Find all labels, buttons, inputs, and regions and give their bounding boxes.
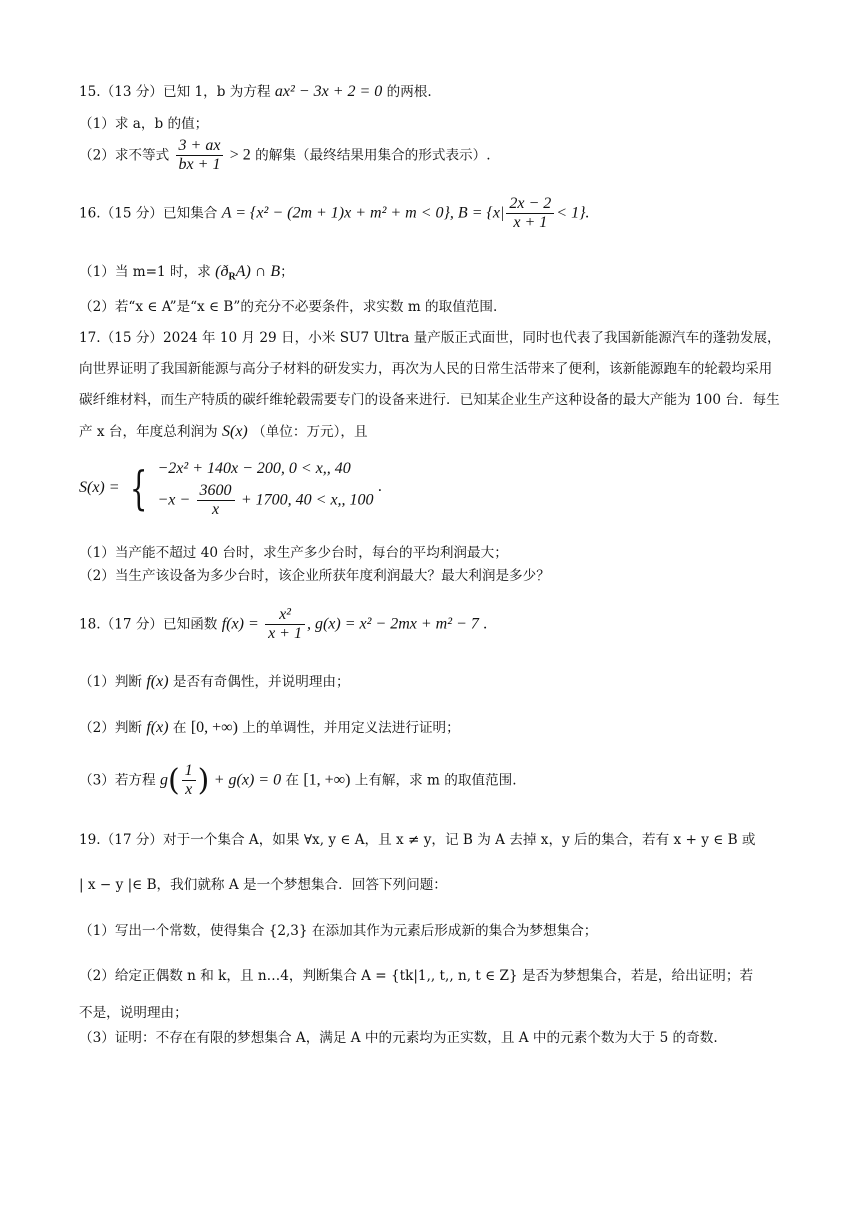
q17-case-2-suffix: + 1700, 40 < x,, 100 bbox=[240, 490, 374, 508]
q16-fraction-numerator: 2x − 2 bbox=[506, 195, 554, 214]
q16-set-b-suffix: < 1}. bbox=[556, 204, 590, 222]
q17-case-2-numerator: 3600 bbox=[197, 482, 235, 501]
q18-part3-denominator: x bbox=[185, 781, 193, 799]
q18-part3-equation: + g(x) = 0 bbox=[213, 771, 282, 789]
q15-part1: （1）求 a，b 的值； bbox=[79, 116, 209, 132]
q18-part1-fx: f(x) bbox=[146, 673, 169, 690]
q15-tail-text: 的两根. bbox=[386, 84, 432, 100]
q19-line-1: 19.（17 分）对于一个集合 A，如果 ∀x, y ∈ A，且 x ≠ y，记 B 为 A 去掉 x，y 后的集合，若有 x + y ∈ B 或 bbox=[79, 832, 756, 848]
q18-part3-suffix: 上有解，求 m 的取值范围. bbox=[354, 772, 517, 789]
q17-piecewise-end: . bbox=[377, 478, 382, 496]
q17-case-1: −2x² + 140x − 200, 0 < x,, 40 bbox=[157, 460, 351, 477]
q18-part3-mid: 在 bbox=[285, 772, 299, 789]
q18-f-lhs: f(x) = bbox=[221, 615, 259, 633]
q18-part2-interval: [0, +∞) bbox=[190, 719, 238, 736]
q16-part1-prefix: （1）当 m=1 时，求 bbox=[79, 264, 211, 280]
q18-part1-prefix: （1）判断 bbox=[79, 674, 143, 690]
q15-part2 bbox=[79, 137, 491, 175]
q18-part1 bbox=[79, 672, 350, 691]
q18-part3-right-paren: ) bbox=[197, 762, 210, 798]
q16-complement-expr: A) ∩ B bbox=[235, 263, 281, 280]
q16-part1 bbox=[79, 262, 294, 284]
q19-line-2: | x − y |∈ B，我们就称 A 是一个梦想集合．回答下列问题： bbox=[79, 877, 447, 893]
q16-fraction bbox=[506, 195, 554, 233]
q17-body-text: 17.（15 分）2024 年 10 月 29 日，小米 SU7 Ultra 量产版正式面世，同时也代表了我国新能源汽车的蓬勃发展，向世界证明了我国新能源与高分子材料的研发实力，再次为人民的日常生活带来了便利，该新能源跑车的轮毂均采用碳纤维材料，而生产特质的碳纤维轮毂需要专门的设备来进行．已知某企业生产这种设备的最大产能为 100 台．每生产 x 台，年度总利润为 bbox=[79, 330, 781, 440]
q16-fraction-denominator: x + 1 bbox=[513, 214, 548, 232]
q18-part2-fx: f(x) bbox=[146, 719, 169, 736]
q15-fraction bbox=[176, 137, 224, 175]
q17-unit-text: （单位：万元），且 bbox=[252, 424, 368, 440]
q17-left-brace: { bbox=[129, 460, 148, 515]
q17-part2: （2）当生产该设备为多少台时，该企业所获年度利润最大？最大利润是多少？ bbox=[79, 568, 550, 584]
q16-part2: （2）若“x ∈ A”是“x ∈ B”的充分不必要条件，求实数 m 的取值范围. bbox=[79, 299, 498, 315]
q17-piecewise-lhs: S(x) = bbox=[79, 479, 120, 497]
q15-equation: ax² − 3x + 2 = 0 bbox=[274, 83, 383, 100]
q18-f-denominator: x + 1 bbox=[268, 625, 302, 643]
q18-part3-g: g bbox=[159, 771, 168, 789]
q16-complement-subscript: R bbox=[228, 271, 236, 283]
q18-part1-suffix: 是否有奇偶性，并说明理由； bbox=[172, 674, 350, 690]
q15-fraction-denominator: bx + 1 bbox=[178, 156, 221, 174]
q17-case-2-fraction bbox=[197, 482, 235, 520]
q16-set-a: A = {x² − (2m + 1)x + m² + m < 0} bbox=[221, 204, 450, 222]
q18-part3-numerator: 1 bbox=[182, 762, 196, 781]
q19-part2-line-1: （2）给定正偶数 n 和 k，且 n…4，判断集合 A = {tk|1,, t,, n, t ∈ Z} 是否为梦想集合，若是，给出证明；若 bbox=[79, 968, 754, 984]
q15-heading bbox=[79, 82, 432, 101]
q16-part1-end: ； bbox=[280, 264, 294, 280]
q18-part2-suffix: 上的单调性，并用定义法进行证明； bbox=[242, 720, 460, 736]
q15-head-text: 15.（13 分）已知 1，b 为方程 bbox=[79, 84, 271, 100]
q19-part2-line-2: 不是，说明理由； bbox=[79, 1005, 188, 1021]
q16-complement-symbol: (ð bbox=[215, 263, 229, 280]
q18-g-definition: , g(x) = x² − 2mx + m² − 7 bbox=[306, 615, 479, 633]
q15-part2-suffix: 的解集（最终结果用集合的形式表示）. bbox=[255, 147, 491, 164]
q18-head-text: 18.（17 分）已知函数 bbox=[79, 616, 218, 633]
q17-case-2 bbox=[158, 482, 374, 520]
q18-part2-prefix: （2）判断 bbox=[79, 720, 143, 736]
q19-part1: （1）写出一个常数，使得集合 {2,3} 在添加其作为元素后形成新的集合为梦想集合； bbox=[79, 923, 598, 939]
q17-part1: （1）当产能不超过 40 台时，求生产多少台时，每台的平均利润最大； bbox=[79, 545, 508, 561]
q16-set-b-prefix: , B = {x| bbox=[449, 204, 505, 222]
q15-fraction-numerator: 3 + ax bbox=[176, 137, 224, 156]
q15-relation: > 2 bbox=[229, 146, 251, 164]
q18-heading-end: . bbox=[483, 615, 488, 633]
q18-part2-mid: 在 bbox=[172, 720, 187, 736]
q17-paragraph bbox=[79, 323, 783, 448]
q18-heading bbox=[79, 606, 487, 644]
q18-part3 bbox=[79, 762, 517, 800]
q18-f-numerator: x² bbox=[265, 606, 305, 625]
q17-profit-function: S(x) bbox=[221, 423, 248, 440]
q18-part3-prefix: （3）若方程 bbox=[79, 772, 156, 789]
q18-part3-interval: [1, +∞) bbox=[303, 771, 351, 789]
q17-cases bbox=[158, 456, 374, 519]
q19-part3: （3）证明：不存在有限的梦想集合 A，满足 A 中的元素均为正实数，且 A 中的元素个数为大于 5 的奇数. bbox=[79, 1030, 718, 1046]
q16-heading bbox=[79, 195, 590, 233]
q17-case-2-denominator: x bbox=[211, 500, 220, 518]
q16-head-text: 16.（15 分）已知集合 bbox=[79, 205, 218, 222]
q18-part3-fraction bbox=[182, 762, 196, 800]
q18-part2 bbox=[79, 718, 460, 737]
q17-piecewise bbox=[79, 456, 382, 519]
q18-part3-left-paren: ( bbox=[167, 762, 180, 798]
q17-case-2-prefix: −x − bbox=[157, 490, 191, 508]
q18-f-fraction bbox=[265, 606, 305, 644]
q15-part2-prefix: （2）求不等式 bbox=[79, 147, 170, 164]
